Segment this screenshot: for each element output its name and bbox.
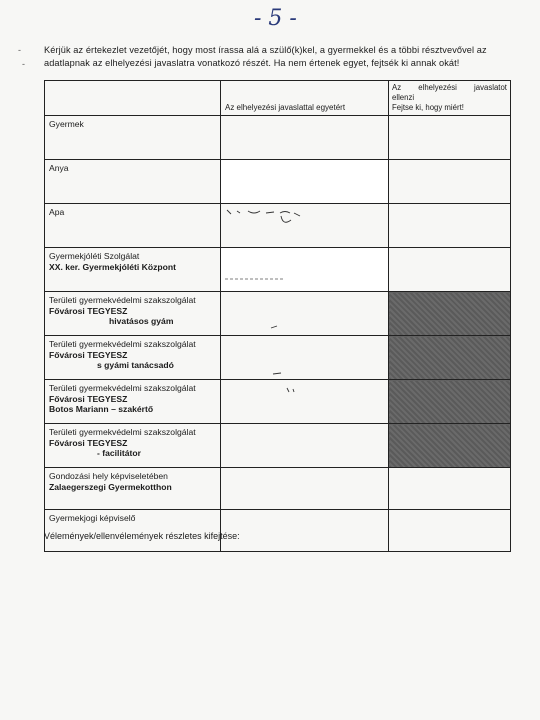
agree-signature-cell[interactable] bbox=[221, 116, 389, 160]
table-row bbox=[45, 248, 511, 292]
table-row bbox=[45, 116, 511, 160]
agree-signature-cell[interactable] bbox=[221, 468, 389, 510]
row-label-cell bbox=[45, 380, 221, 424]
table-row bbox=[45, 160, 511, 204]
header-disagree-word: Az bbox=[392, 83, 402, 92]
row-label-cell bbox=[45, 248, 221, 292]
handwritten-signature bbox=[221, 292, 389, 332]
table-row bbox=[45, 468, 511, 510]
header-disagree-line: Fejtse ki, hogy miért! bbox=[392, 103, 464, 112]
disagree-cell[interactable] bbox=[389, 510, 511, 552]
table-header-row bbox=[45, 81, 511, 116]
row-label-cell bbox=[45, 116, 221, 160]
agree-signature-cell[interactable] bbox=[221, 248, 389, 292]
row-organization: Fővárosi TEGYESZ bbox=[49, 437, 128, 448]
disagree-cell[interactable] bbox=[389, 468, 511, 510]
header-disagree-word: elhelyezési bbox=[418, 83, 457, 92]
row-role: hivatásos gyám bbox=[109, 316, 174, 326]
disagree-cell[interactable] bbox=[389, 380, 511, 424]
disagree-cell[interactable] bbox=[389, 116, 511, 160]
row-label: Gyermekjogi képviselő bbox=[49, 513, 136, 523]
disagree-cell[interactable] bbox=[389, 204, 511, 248]
disagree-cell[interactable] bbox=[389, 160, 511, 204]
agree-signature-cell[interactable] bbox=[221, 380, 389, 424]
disagree-cell[interactable] bbox=[389, 292, 511, 336]
disagree-cell[interactable] bbox=[389, 336, 511, 380]
row-label: Területi gyermekvédelmi szakszolgálat bbox=[49, 427, 196, 437]
disagree-cell[interactable] bbox=[389, 424, 511, 468]
margin-mark: - bbox=[18, 45, 21, 55]
handwritten-signature bbox=[221, 380, 389, 420]
row-label-cell bbox=[45, 204, 221, 248]
row-label: Anya bbox=[49, 163, 69, 173]
header-agree-cell bbox=[221, 81, 389, 116]
consent-table bbox=[44, 80, 511, 552]
agree-signature-cell[interactable] bbox=[221, 424, 389, 468]
intro-paragraph: Kérjük az értekezlet vezetőjét, hogy most írassa alá a szülő(k)kel, a gyermekkel és a többi résztvevővel az adatlapnak az elhelyezési javaslatra vonatkozó részét. Ha nem értenek egyet, fejtsék ki annak okát! bbox=[44, 45, 487, 68]
agree-signature-cell[interactable] bbox=[221, 160, 389, 204]
row-organization: Zalaegerszegi Gyermekotthon bbox=[49, 481, 172, 492]
row-label: Gyermek bbox=[49, 119, 84, 129]
page-number: - 5 - bbox=[254, 6, 297, 31]
row-organization: Fővárosi TEGYESZ bbox=[49, 393, 128, 404]
handwritten-signature bbox=[221, 248, 389, 288]
row-role: Botos Mariann – szakértő bbox=[49, 404, 154, 414]
table-row bbox=[45, 292, 511, 336]
row-label-cell bbox=[45, 292, 221, 336]
table-row bbox=[45, 380, 511, 424]
agree-signature-cell[interactable] bbox=[221, 204, 389, 248]
row-label: Gondozási hely képviseletében bbox=[49, 471, 168, 481]
margin-mark: - bbox=[22, 59, 25, 69]
row-label: Területi gyermekvédelmi szakszolgálat bbox=[49, 339, 196, 349]
row-label-cell bbox=[45, 424, 221, 468]
handwritten-signature bbox=[221, 336, 389, 376]
row-role: - facilitátor bbox=[97, 448, 141, 458]
row-organization: Fővárosi TEGYESZ bbox=[49, 349, 128, 360]
agree-signature-cell[interactable] bbox=[221, 292, 389, 336]
row-label-cell bbox=[45, 468, 221, 510]
row-label: Gyermekjóléti Szolgálat bbox=[49, 251, 140, 261]
row-organization: Fővárosi TEGYESZ bbox=[49, 305, 128, 316]
header-disagree-cell bbox=[389, 81, 511, 116]
row-label: Apa bbox=[49, 207, 65, 217]
agree-signature-cell[interactable] bbox=[221, 510, 389, 552]
header-agree-label: Az elhelyezési javaslattal egyetért bbox=[225, 103, 346, 112]
header-disagree-line: ellenzi bbox=[392, 93, 415, 102]
row-organization: XX. ker. Gyermekjóléti Központ bbox=[49, 261, 177, 272]
header-blank-cell bbox=[45, 81, 221, 116]
row-label: Területi gyermekvédelmi szakszolgálat bbox=[49, 295, 196, 305]
row-role: s gyámi tanácsadó bbox=[97, 360, 174, 370]
handwritten-signature bbox=[221, 204, 389, 244]
header-disagree-word: javaslatot bbox=[474, 83, 507, 92]
table-row bbox=[45, 336, 511, 380]
opinions-label: Vélemények/ellenvélemények részletes kifejtése: bbox=[44, 531, 240, 541]
table-row bbox=[45, 424, 511, 468]
row-label: Területi gyermekvédelmi szakszolgálat bbox=[49, 383, 196, 393]
agree-signature-cell[interactable] bbox=[221, 336, 389, 380]
row-label-cell bbox=[45, 336, 221, 380]
row-label-cell bbox=[45, 160, 221, 204]
disagree-cell[interactable] bbox=[389, 248, 511, 292]
table-row bbox=[45, 204, 511, 248]
